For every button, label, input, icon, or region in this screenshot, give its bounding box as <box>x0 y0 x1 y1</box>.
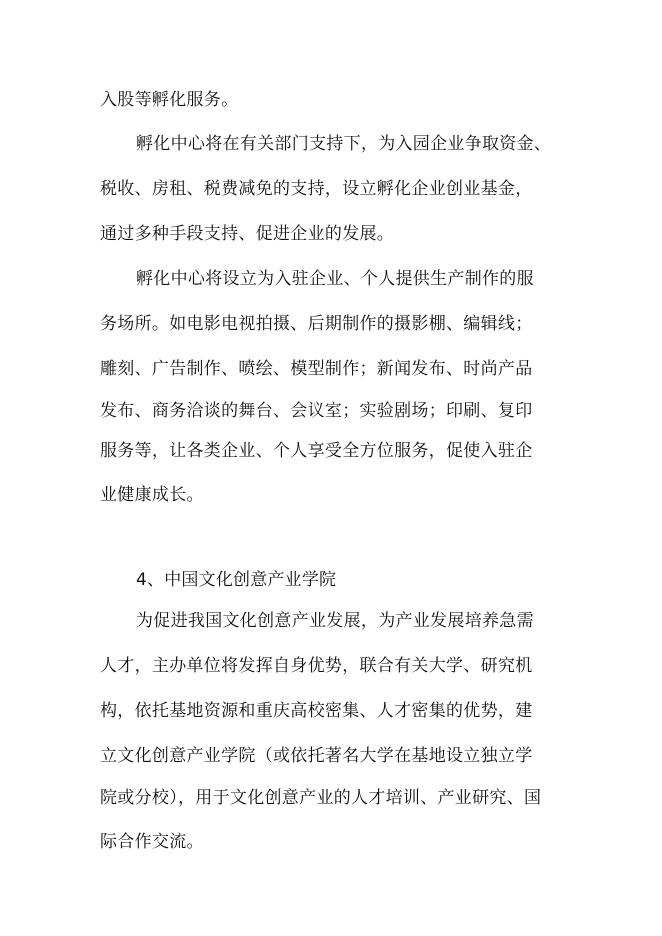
paragraph-1-line-3: 通过多种手段支持、促进企业的发展。 <box>100 224 395 244</box>
section-4-line-6: 际合作交流。 <box>100 832 204 852</box>
paragraph-2-line-1: 孵化中心将设立为入驻企业、个人提供生产制作的服 <box>136 269 534 289</box>
paragraph-2-line-2: 务场所。如电影电视拍摄、后期制作的摄影棚、编辑线； <box>100 314 533 334</box>
section-4-line-2: 人才，主办单位将发挥自身优势，联合有关大学、研究机 <box>100 656 533 676</box>
paragraph-2-line-4: 发布、商务洽谈的舞台、会议室；实验剧场；印刷、复印 <box>100 401 533 421</box>
paragraph-2-line-3: 雕刻、广告制作、喷绘、模型制作；新闻发布、时尚产品 <box>100 359 533 379</box>
section-4-line-3: 构，依托基地资源和重庆高校密集、人才密集的优势，建 <box>100 701 533 721</box>
section-4-line-5: 院或分校），用于文化创意产业的人才培训、产业研究、国 <box>100 788 542 808</box>
paragraph-2-line-6: 业健康成长。 <box>100 485 204 505</box>
section-4-line-4: 立文化创意产业学院（或依托著名大学在基地设立独立学 <box>100 746 533 766</box>
paragraph-1-line-1: 孵化中心将在有关部门支持下，为入园企业争取资金、 <box>136 134 552 154</box>
section-4-line-1: 为促进我国文化创意产业发展，为产业发展培养急需 <box>136 611 534 631</box>
paragraph-continuation-line: 入股等孵化服务。 <box>100 90 239 110</box>
section-heading: 4、中国文化创意产业学院 <box>136 570 337 590</box>
paragraph-1-line-2: 税收、房租、税费减免的支持，设立孵化企业创业基金， <box>100 179 533 199</box>
paragraph-2-line-5: 服务等，让各类企业、个人享受全方位服务，促使入驻企 <box>100 441 533 461</box>
